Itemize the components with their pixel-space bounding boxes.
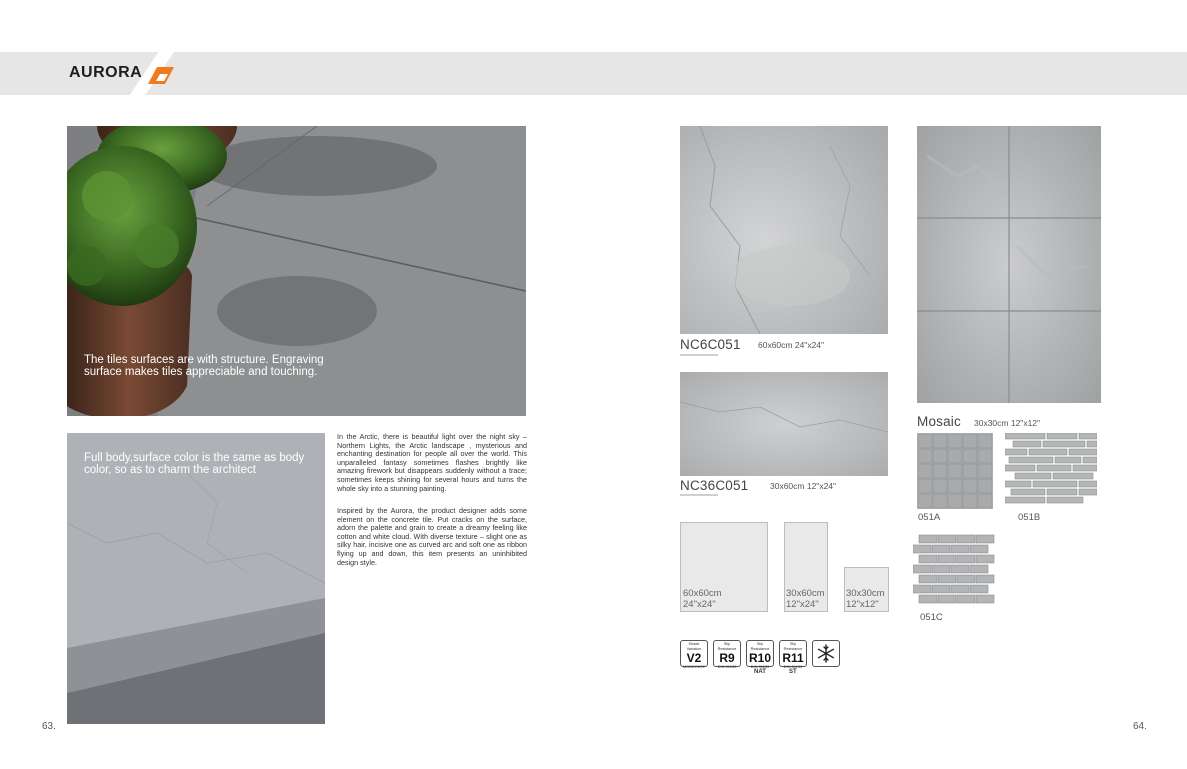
badge-r10-note: NAT (754, 669, 766, 675)
product-code-nc36c051: NC36C051 (680, 478, 749, 493)
mosaic-051b-label: 051B (1018, 512, 1041, 523)
badge-slip-r10: Slip Resistance R10 DIN 51130 (746, 640, 774, 667)
mosaic-051a-image (917, 433, 993, 509)
mosaic-051b-image (1005, 433, 1097, 509)
tile-image-nc6c051 (680, 126, 888, 334)
mosaic-051c-image (913, 534, 997, 610)
tile-image-nc36c051 (680, 372, 888, 476)
product-code-nc6c051: NC6C051 (680, 337, 741, 352)
badge-shade-variation-v2: Shade Variation V2 MODERATE (680, 640, 708, 667)
description-paragraph-1: In the Arctic, there is beautiful light over the night sky – Northern Lights, the Arctic landscape , mysterious and enchanting destination for people all over the world. This unparalleled fantasy sometimes flashes brightly like amazing firework but disappears suddenly without a trace; sometimes keeps shining for several hours and turns the whole sky into a stunning painting. (337, 432, 527, 493)
code-underline (680, 354, 718, 356)
page-number-right: 64. (1133, 721, 1147, 732)
tile-edge-photo (67, 433, 325, 724)
code-underline (680, 494, 718, 496)
badge-r11-note: ST (789, 669, 797, 675)
lifestyle-photo-planters (67, 126, 526, 416)
swatch-60x60-label: 60x60cm 24"x24" (683, 588, 722, 610)
swatch-30x30-label: 30x30cm 12"x12" (846, 588, 885, 610)
page-number-left: 63. (42, 721, 56, 732)
header-band (0, 52, 1187, 95)
mosaic-051c-label: 051C (920, 612, 943, 623)
mosaic-size: 30x30cm 12"x12" (974, 418, 1041, 428)
description-paragraph-2: Inspired by the Aurora, the product designer adds some element on the concrete tile. Put cracks on the surface, adorn the palette and grain to create a dreamy feeling like cotton and white cloud. With diverse texture – slight one as silky hair, incisive one as curved arc and soft one as ribbon flying up and down, this item presents an uninhibited design style. (337, 506, 527, 567)
snowflake-icon (813, 641, 839, 666)
photo1-caption: The tiles surfaces are with structure. Engraving surface makes tiles appreciable and touching. (84, 354, 324, 378)
product-size-nc36c051: 30x60cm 12"x24" (770, 481, 837, 491)
brand-accent-icon (148, 67, 174, 84)
badge-slip-r11: Slip Resistance R11 DIN 51130 (779, 640, 807, 667)
mosaic-title: Mosaic (917, 414, 961, 429)
photo2-caption: Full body,surface color is the same as body color, so as to charm the architect (84, 452, 305, 476)
brand-title: AURORA (69, 64, 143, 81)
swatch-30x60-label: 30x60cm 12"x24" (786, 588, 825, 610)
badge-frost-resistant (812, 640, 840, 667)
tile-edge-illustration (67, 433, 325, 724)
badge-slip-r9: Slip Resistance R9 DIN 51130 (713, 640, 741, 667)
product-size-nc6c051: 60x60cm 24"x24" (758, 340, 825, 350)
mosaic-051a-label: 051A (918, 512, 941, 523)
mosaic-layout-image (917, 126, 1101, 403)
